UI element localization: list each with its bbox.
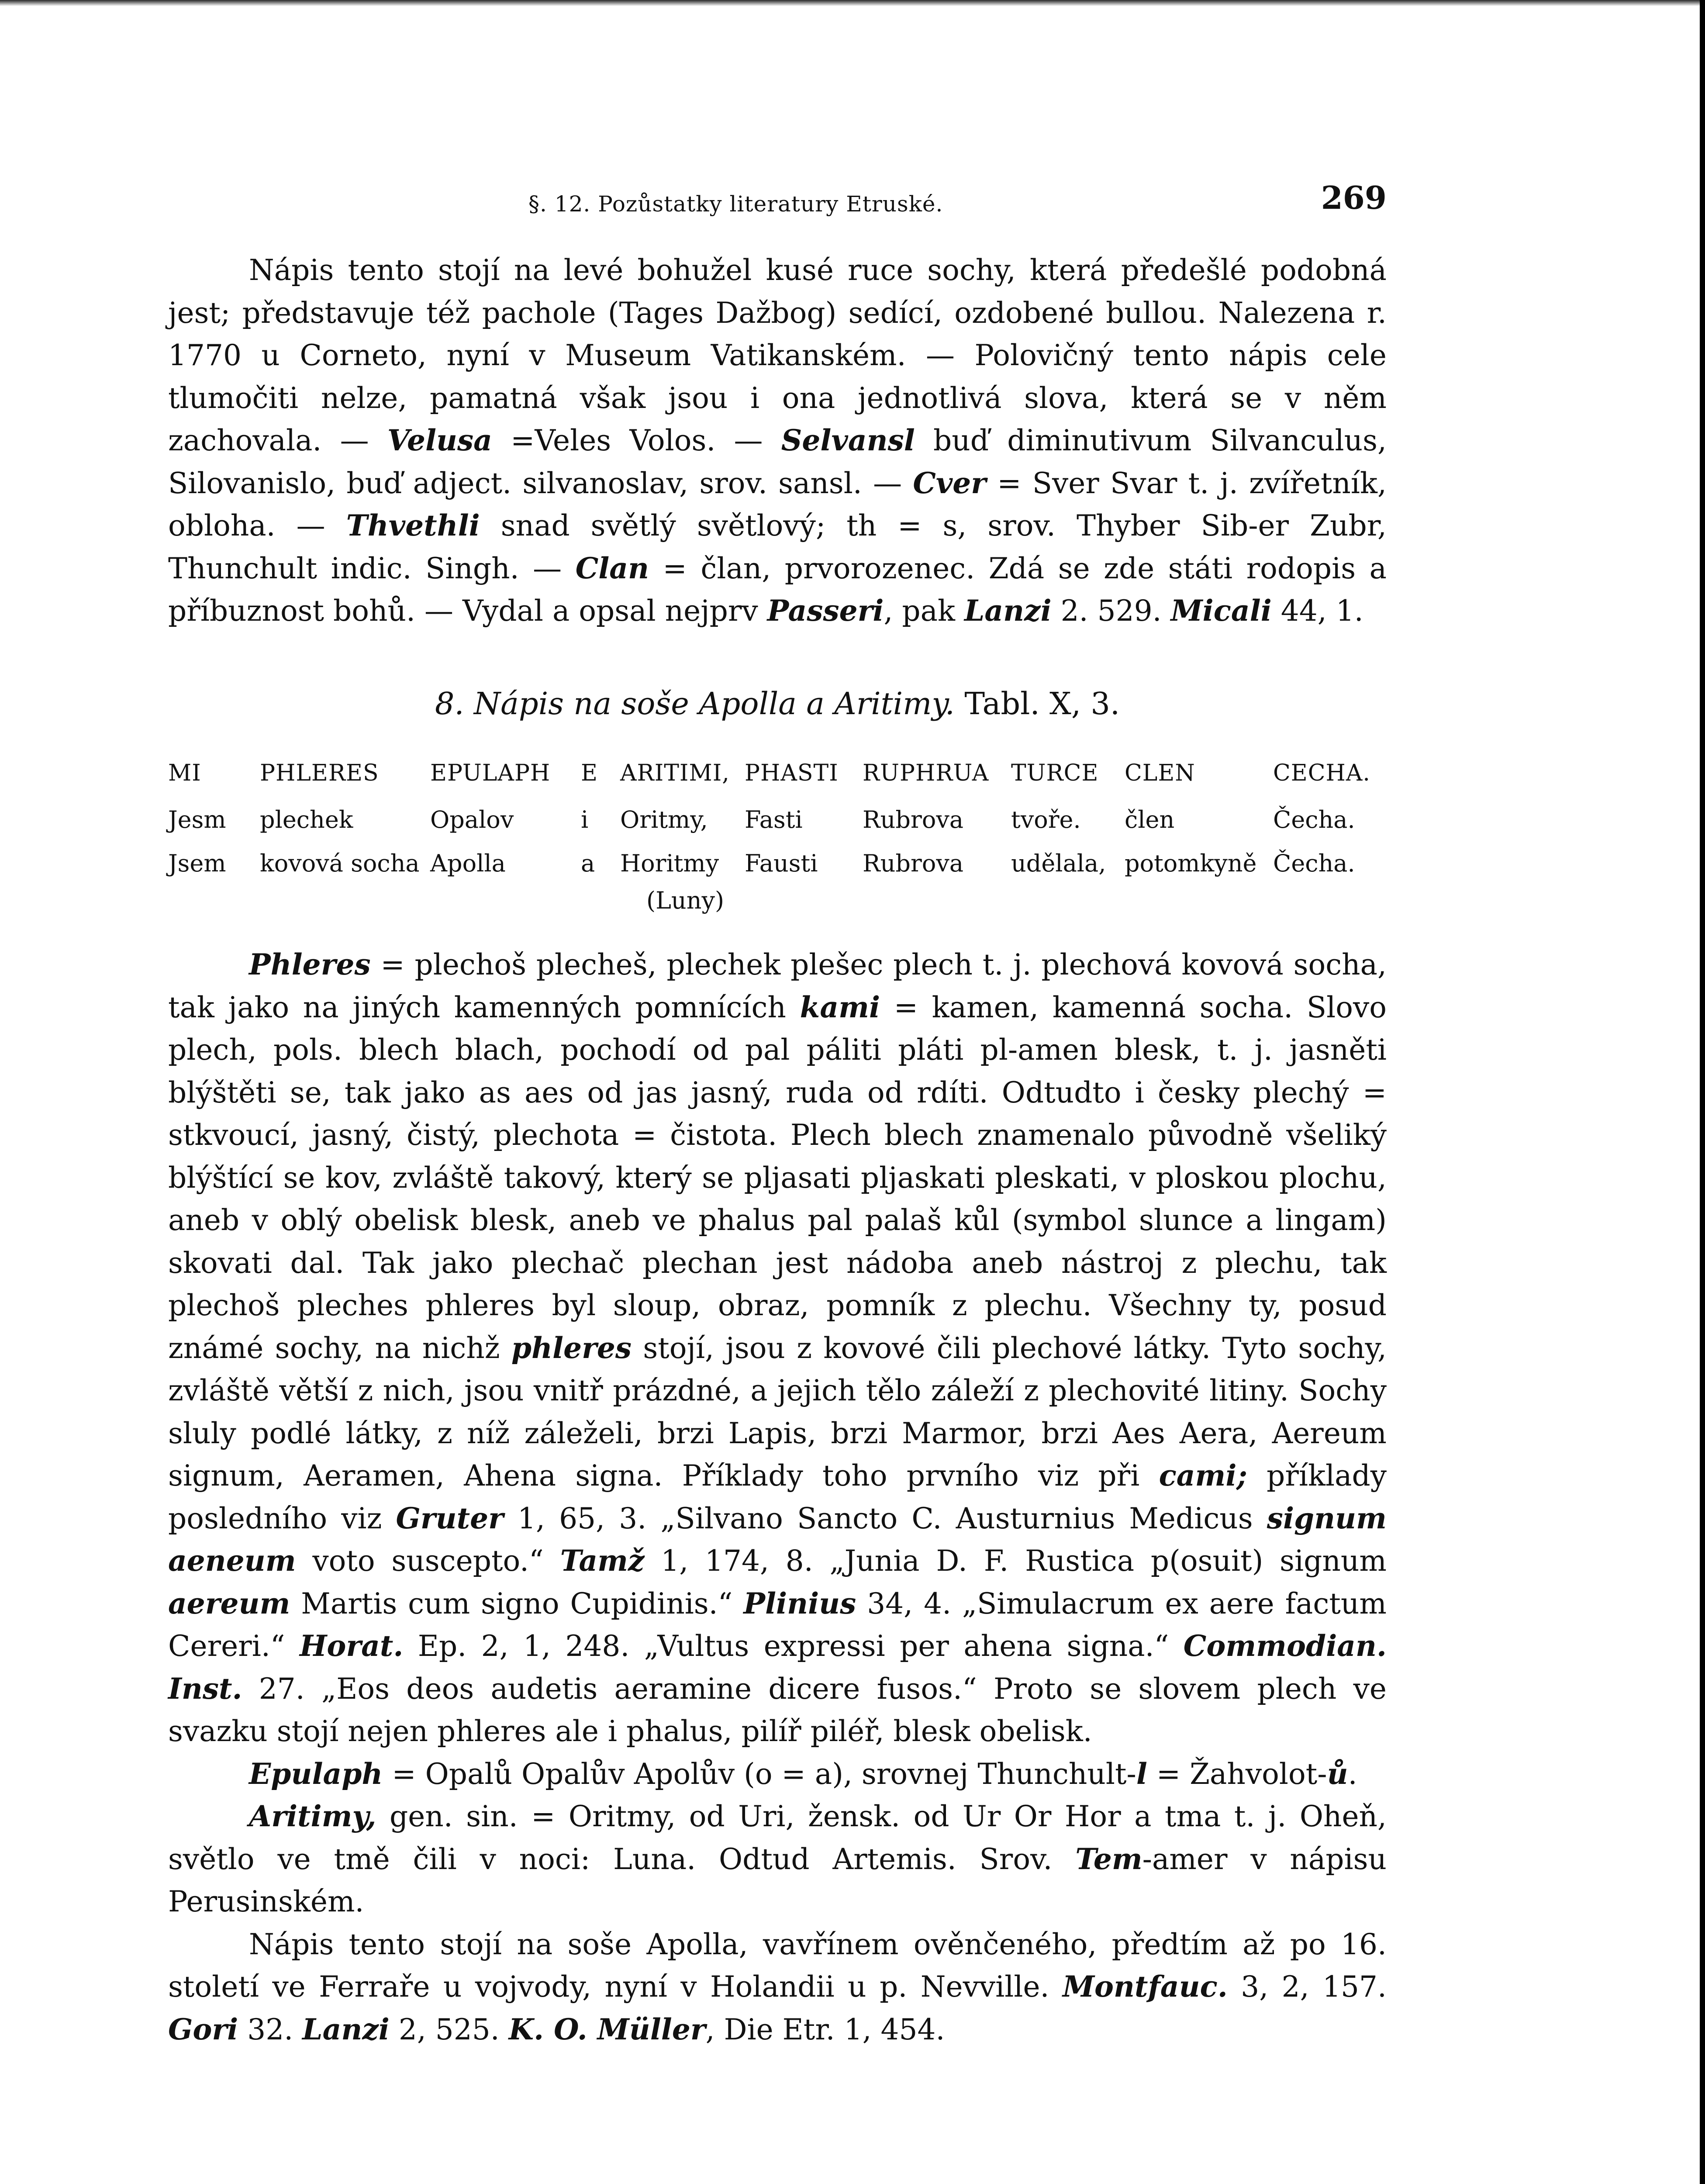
inscription-cell: tvoře. xyxy=(1011,806,1081,833)
italic-term: Lanzi xyxy=(302,2012,390,2046)
inscription-cell: plechek xyxy=(260,806,353,833)
inscription-cell: CLEN xyxy=(1125,760,1195,786)
text-run: 34, 4. „Simulacrum ex aere factum Cereri.“ xyxy=(168,1586,1387,1663)
inscription-cell: i xyxy=(581,806,589,833)
text-run: Ep. 2, 1, 248. „Vultus expressi per ahena signa.“ xyxy=(403,1629,1184,1663)
inscription-cell: TURCE xyxy=(1011,760,1099,786)
italic-term: Velusa xyxy=(387,423,492,457)
inscription-cell: Jesm xyxy=(168,806,226,833)
inscription-cell: Fausti xyxy=(745,850,818,877)
paragraph xyxy=(168,1795,1387,1923)
heading-reference: Tabl. X, 3. xyxy=(964,686,1120,722)
text-run: = Sver Svar t. j. zvířetník, obloha. — xyxy=(168,466,1387,543)
italic-term: phleres xyxy=(511,1330,632,1365)
inscription-cell: Rubrova xyxy=(863,806,964,833)
text-run: příklady posledního viz xyxy=(168,1459,1387,1535)
inscription-cell: MI xyxy=(168,760,201,786)
italic-term: Passeri xyxy=(767,594,884,628)
paragraph-intro xyxy=(168,249,1387,632)
running-head xyxy=(168,179,1387,227)
running-head-title: §. 12. Pozůstatky literatury Etruské. xyxy=(528,191,943,217)
italic-term: Gori xyxy=(168,2012,238,2046)
inscription-cell: člen xyxy=(1125,806,1175,833)
italic-term: Clan xyxy=(575,551,649,585)
text-run: -amer v nápisu Perusinském. xyxy=(168,1842,1387,1918)
inscription-cell: ARITIMI, xyxy=(620,760,730,786)
italic-term: cami; xyxy=(1159,1458,1247,1493)
text-run: = kamen, kamenná socha. Slovo plech, pols. blech blach, pochodí od pal páliti pláti pl-amen blesk, t. j. jasněti blýštěti se, tak jako as aes od jas jasný, ruda od rdíti. Odtudto i česky plechý = stkvoucí, jasný, čistý, plechota = čistota. Plech blech znamenalo původně všeliký blýštící se kov, zvláště takový, který se pljasati pljaskati pleskati, v ploskou plochu, aneb v oblý obelisk blesk, aneb ve phalus pal palaš kůl (symbol slunce a lingam) skovati dal. Tak jako plechač plechan jest nádoba aneb nástroj z plechu, tak plechoš pleches phleres byl sloup, obraz, pomník z plechu. Všechny ty, posud známé sochy, na nichž xyxy=(168,990,1387,1365)
inscription-cell: E xyxy=(581,760,598,786)
text-run: , pak xyxy=(884,594,964,628)
heading-title: Nápis na soše Apolla a Aritimy. xyxy=(473,686,955,722)
inscription-cell: kovová socha xyxy=(260,850,420,877)
italic-term: Plinius xyxy=(743,1586,856,1621)
italic-term: Lanzi xyxy=(964,594,1052,628)
italic-term: aereum xyxy=(168,1586,290,1621)
paragraph xyxy=(168,943,1387,1753)
text-run: Nápis tento stojí na levé bohužel kusé ruce sochy, která předešlé podobná jest; představuje též pachole (Tages Dažbog) sedící, ozdobené bullou. Nalezena r. 1770 u Corneto, nyní v Museum Vatikanském. — Polovičný tento nápis cele tlumočiti nelze, pamatná však jsou i ona jednotlivá slova, která se v něm zachovala. — xyxy=(168,253,1387,457)
text-run: snad světlý světlový; th = s, srov. Thyber Sib-er Zubr, Thunchult indic. Singh. — xyxy=(168,509,1387,585)
inscription-cell: Opalov xyxy=(430,806,514,833)
text-run: =Veles Volos. — xyxy=(492,424,781,457)
inscription-cell: EPULAPH xyxy=(430,760,551,786)
text-run: 44, 1. xyxy=(1271,594,1363,628)
italic-term: Montfauc. xyxy=(1062,1970,1228,2004)
inscription-cell: Horitmy xyxy=(620,850,719,877)
inscription-cell: PHLERES xyxy=(260,760,379,786)
text-run: buď diminutivum Silvanculus, Silovanislo, buď adject. silvanoslav, srov. sansl. — xyxy=(168,424,1387,500)
inscription-cell: PHASTI xyxy=(745,760,839,786)
text-run: 2, 525. xyxy=(389,2012,509,2046)
italic-term: signum aeneum xyxy=(168,1501,1387,1578)
text-run: 2. 529. xyxy=(1051,594,1171,628)
paragraph xyxy=(168,1923,1387,2051)
italic-term: Tamž xyxy=(560,1544,645,1578)
italic-term: Thvethli xyxy=(346,508,480,543)
italic-term: Micali xyxy=(1170,594,1272,628)
inscription-cell: Fasti xyxy=(745,806,803,833)
text-run: Nápis tento stojí na soše Apolla, vavřínem ověnčeného, předtím až po 16. století ve Ferraře u vojvody, nyní v Holandii u p. Nevville. xyxy=(168,1927,1387,2004)
text-run: . xyxy=(1348,1757,1357,1791)
inscription-cell: Jsem xyxy=(168,850,226,877)
italic-term: kami xyxy=(800,990,880,1024)
text-run: stojí, jsou z kovové čili plechové látky. Tyto sochy, zvláště větší z nich, jsou vnitř prázdné, a jejich tělo záleží z plechovité litiny. Sochy sluly podlé látky, z níž záleželi, brzi Lapis, brzi Marmor, brzi Aes Aera, Aereum signum, Aeramen, Ahena signa. Příklady toho prvního viz při xyxy=(168,1331,1387,1493)
scan-right-edge xyxy=(1700,0,1705,2184)
inscription-row-old-czech xyxy=(168,806,1387,841)
text-run: 32. xyxy=(238,2012,303,2046)
paragraph xyxy=(168,1753,1387,1796)
inscription-cell: Apolla xyxy=(430,850,506,877)
paragraph xyxy=(168,249,1387,632)
body-text xyxy=(168,943,1387,2051)
inscription-cell: potomkyně xyxy=(1125,850,1257,877)
scan-top-shadow xyxy=(0,0,1705,6)
text-run: = plechoš plecheš, plechek plešec plech t. j. plechová kovová socha, tak jako na jiných kamenných pomnících xyxy=(168,948,1387,1024)
text-run: 3, 2, 157. xyxy=(1227,1970,1387,2004)
inscription-cell: Čecha. xyxy=(1273,850,1355,877)
text-run: , Die Etr. 1, 454. xyxy=(705,2012,945,2046)
italic-term: Horat. xyxy=(299,1629,404,1663)
inscription-row-etruscan xyxy=(168,760,1387,795)
italic-term: K. O. Müller xyxy=(508,2012,706,2046)
inscription-note: (Luny) xyxy=(646,887,725,914)
italic-term: Epulaph xyxy=(249,1756,383,1791)
page-number: 269 xyxy=(1321,179,1387,216)
inscription-row-czech xyxy=(168,850,1387,885)
text-run: 1, 65, 3. „Silvano Sancto C. Austurnius Medicus xyxy=(503,1501,1267,1535)
text-run: Martis cum signo Cupidinis.“ xyxy=(290,1586,744,1621)
italic-term: Commodian. Inst. xyxy=(168,1629,1387,1706)
heading-number: 8. xyxy=(435,686,464,722)
italic-term: Cver xyxy=(913,466,986,500)
inscription-cell: a xyxy=(581,850,595,877)
inscription-cell: udělala, xyxy=(1011,850,1106,877)
text-run: gen. sin. = Oritmy, od Uri, žensk. od Ur Or Hor a tma t. j. Oheň, světlo ve tmě čili v noci: Luna. Odtud Artemis. Srov. xyxy=(168,1800,1387,1876)
text-run: = Žahvolot- xyxy=(1147,1757,1327,1791)
inscription-cell: Čecha. xyxy=(1273,806,1355,833)
text-run: voto suscepto.“ xyxy=(296,1544,560,1578)
italic-term: Gruter xyxy=(396,1501,504,1535)
italic-term: l xyxy=(1136,1756,1147,1791)
text-run: 1, 174, 8. „Junia D. F. Rustica p(osuit) signum xyxy=(644,1544,1387,1578)
italic-term: Aritimy, xyxy=(249,1799,376,1833)
section-heading xyxy=(168,686,1387,722)
italic-term: Phleres xyxy=(249,947,371,981)
inscription-cell: CECHA. xyxy=(1273,760,1370,786)
italic-term: Tem xyxy=(1075,1842,1142,1876)
text-run: = član, prvorozenec. Zdá se zde státi rodopis a příbuznost bohů. — Vydal a opsal nejprv xyxy=(168,551,1387,628)
text-run: = Opalů Opalův Apolův (o = a), srovnej Thunchult- xyxy=(383,1757,1136,1791)
inscription-cell: RUPHRUA xyxy=(863,760,989,786)
italic-term: ů xyxy=(1327,1756,1348,1791)
inscription-cell: Oritmy, xyxy=(620,806,708,833)
text-run: 27. „Eos deos audetis aeramine dicere fusos.“ Proto se slovem plech ve svazku stojí nejen phleres ale i phalus, pilíř piléř, blesk obelisk. xyxy=(168,1672,1387,1748)
italic-term: Selvansl xyxy=(781,423,915,457)
inscription-cell: Rubrova xyxy=(863,850,964,877)
